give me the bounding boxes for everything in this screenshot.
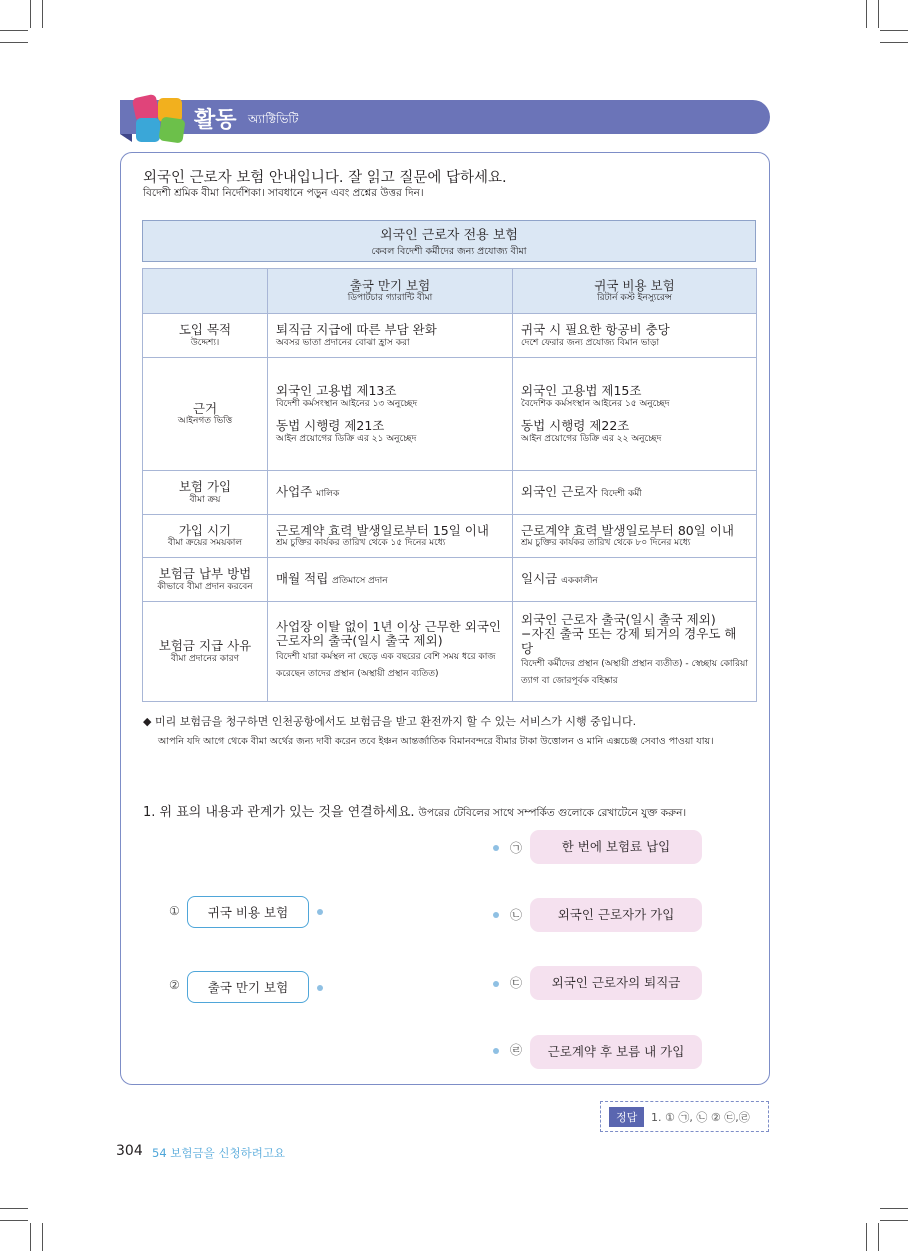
match-dot-right-4[interactable] xyxy=(493,1048,499,1054)
header-col2-korean: 귀국 비용 보험 xyxy=(594,277,675,293)
row-label xyxy=(143,515,268,558)
match-right-item-3[interactable]: 외국인 근로자의 퇴직금 xyxy=(530,966,702,1000)
banner-notch xyxy=(120,134,132,142)
table-cell xyxy=(268,314,513,358)
cell-korean: 귀국 시 필요한 항공비 충당 xyxy=(521,322,670,338)
header-cell xyxy=(268,269,513,314)
table-title-bengali: কেবল বিদেশী কর্মীদের জন্য প্রযোজ্য বীমা xyxy=(371,246,527,257)
row-label xyxy=(143,358,268,471)
row-label-korean: 도입 목적 xyxy=(178,322,232,338)
crop-mark xyxy=(880,42,908,43)
crop-mark xyxy=(878,0,879,28)
match-right-item-4[interactable]: 근로계약 후 보름 내 가입 xyxy=(530,1035,702,1069)
cell-korean: 사업주 xyxy=(276,484,313,500)
cell-korean: 동법 시행령 제21조 xyxy=(276,418,385,433)
table-cell xyxy=(513,558,757,602)
cell-korean: 근로계약 효력 발생일로부터 80일 이내 xyxy=(521,522,734,538)
table-cell xyxy=(268,471,513,515)
left-mark-2: ② xyxy=(169,978,180,992)
match-dot-left-1[interactable] xyxy=(317,909,323,915)
crop-mark xyxy=(878,1223,879,1251)
row-label xyxy=(143,602,268,702)
row-label xyxy=(143,471,268,515)
table-row xyxy=(143,471,757,515)
match-dot-left-2[interactable] xyxy=(317,985,323,991)
cell-bengali: আইন প্রয়োগের ডিক্রি এর ২২ অনুচ্ছেদ xyxy=(521,433,662,444)
cell-bengali: শ্রম চুক্তির কার্যকর তারিখ থেকে ৮০ দিনের মধ্যে xyxy=(521,538,691,549)
activity-title: 활동 xyxy=(194,108,237,133)
match-dot-right-2[interactable] xyxy=(493,912,499,918)
row-label xyxy=(143,314,268,358)
crop-mark xyxy=(0,1220,28,1221)
table-cell xyxy=(513,471,757,515)
header-empty-cell xyxy=(143,269,268,314)
cell-korean: 일시금 xyxy=(521,571,558,587)
intro-bengali: বিদেশী শ্রমিক বীমা নির্দেশিকা। সাবধানে পড়ুন এবং প্রশ্নের উত্তর দিন। xyxy=(143,187,424,199)
row-label-korean: 보험금 지급 사유 xyxy=(158,638,252,654)
crop-mark xyxy=(0,42,28,43)
row-label-korean: 가입 시기 xyxy=(178,522,232,538)
cell-bengali: প্রতিমাসে প্রদান xyxy=(332,576,388,587)
cell-korean: 사업장 이탈 없이 1년 이상 근무한 외국인 근로자의 출국(일시 출국 제외) xyxy=(276,619,501,649)
table-header-row xyxy=(143,269,757,314)
row-label-bengali: বীমা প্রদানের কারণ xyxy=(170,653,240,664)
header-col2-bengali: রিটার্ন কস্ট ইনস্যুরেন্স xyxy=(597,293,672,304)
cell-bengali: বিদেশী যারা কর্মস্থল না ছেড়ে এক বছরের বেশি সময় ধরে কাজ করেছেন তাদের প্রস্থান (অস্থায়ী প্রস্থান ব্যতিত) xyxy=(276,651,496,679)
crop-mark xyxy=(0,30,28,31)
puzzle-icon xyxy=(132,94,186,142)
cell-bengali: আইন প্রয়োগের ডিক্রি এর ২১ অনুচ্ছেদ xyxy=(276,433,417,444)
match-dot-right-1[interactable] xyxy=(493,845,499,851)
table-cell xyxy=(513,602,757,702)
table-title xyxy=(142,220,756,262)
table-cell xyxy=(513,314,757,358)
header-cell xyxy=(513,269,757,314)
right-mark-1: ㉠ xyxy=(510,841,523,855)
insurance-table xyxy=(142,268,757,702)
crop-mark xyxy=(880,1208,908,1209)
cell-korean: 근로계약 효력 발생일로부터 15일 이내 xyxy=(276,522,489,538)
cell-korean: 외국인 고용법 제15조 xyxy=(521,383,642,399)
match-left-item-2[interactable]: 출국 만기 보험 xyxy=(187,971,309,1003)
crop-mark xyxy=(866,1223,867,1251)
crop-mark xyxy=(42,0,43,28)
table-row xyxy=(143,602,757,702)
table-cell xyxy=(268,602,513,702)
match-right-item-2[interactable]: 외국인 근로자가 가입 xyxy=(530,898,702,932)
question-1 xyxy=(143,801,686,823)
right-mark-2: ㉡ xyxy=(510,908,523,922)
note-bengali: আপনি যদি আগে থেকে বীমা অর্থের জন্য দাবী করেন তবে ইঞ্চন আন্তর্জাতিক বিমানবন্দরে বীমার টাকা উত্তোলন ও মানি এক্সচেঞ্জ সেবাও পাওয়া যায়। xyxy=(158,736,714,747)
cell-korean: 매월 적립 xyxy=(276,571,329,587)
cell-korean: 외국인 근로자 xyxy=(521,484,598,500)
table-cell xyxy=(513,515,757,558)
table-title-korean: 외국인 근로자 전용 보험 xyxy=(380,228,518,243)
answer-tag: 정답 xyxy=(609,1107,644,1127)
table-row xyxy=(143,558,757,602)
chapter-title: 54 보험금을 신청하려고요 xyxy=(152,1146,286,1160)
cell-korean: −자진 출국 또는 강제 퇴거의 경우도 해당 xyxy=(521,626,737,656)
crop-mark xyxy=(866,0,867,28)
row-label-bengali: আইনগত ভিত্তি xyxy=(177,416,233,427)
table-row xyxy=(143,358,757,471)
cell-bengali: অবসর ভাতা প্রদানের বোঝা হ্রাস করা xyxy=(276,337,410,348)
crop-mark xyxy=(30,1223,31,1251)
cell-bengali: এককালীন xyxy=(561,576,598,587)
table-row xyxy=(143,314,757,358)
intro-korean: 외국인 근로자 보험 안내입니다. 잘 읽고 질문에 답하세요. xyxy=(143,170,507,186)
question-korean: 1. 위 표의 내용과 관계가 있는 것을 연결하세요. xyxy=(143,805,415,820)
row-label-korean: 보험금 납부 방법 xyxy=(158,566,252,582)
cell-korean: 동법 시행령 제22조 xyxy=(521,418,630,433)
header-col1-korean: 출국 만기 보험 xyxy=(349,277,431,293)
cell-bengali: বৈদেশিক কর্মসংস্থান আইনের ১৫ অনুচ্ছেদ xyxy=(521,398,670,409)
activity-subtitle: অ্যাক্টিভিটি xyxy=(248,112,299,126)
cell-bengali: শ্রম চুক্তির কার্যকর তারিখ থেকে ১৫ দিনের মধ্যে xyxy=(276,538,446,549)
table-cell xyxy=(513,358,757,471)
row-label xyxy=(143,558,268,602)
crop-mark xyxy=(880,1220,908,1221)
right-mark-4: ㉣ xyxy=(510,1043,523,1057)
cell-bengali: দেশে ফেরার জন্য প্রযোজ্য বিমান ভাড়া xyxy=(521,337,660,348)
table-cell xyxy=(268,515,513,558)
cell-korean: 외국인 근로자 출국(일시 출국 제외) xyxy=(521,611,716,627)
row-label-bengali: বীমা ক্রয়ের সময়কাল xyxy=(167,538,243,549)
crop-mark xyxy=(30,0,31,28)
crop-mark xyxy=(0,1208,28,1209)
match-dot-right-3[interactable] xyxy=(493,981,499,987)
row-label-bengali: বীমা ক্রয় xyxy=(189,494,221,505)
table-cell xyxy=(268,358,513,471)
left-mark-1: ① xyxy=(169,904,180,918)
note-korean: ◆ 미리 보험금을 청구하면 인천공항에서도 보험금을 받고 환전까지 할 수 있는 서비스가 시행 중입니다. xyxy=(143,715,637,728)
answer-text: 1. ① ㉠, ㉡ ② ㉢,㉣ xyxy=(651,1111,750,1124)
cell-korean: 퇴직금 지급에 따른 부담 완화 xyxy=(276,322,437,338)
table-row xyxy=(143,515,757,558)
answer-box xyxy=(600,1101,769,1132)
cell-bengali: বিদেশী কর্মীদের প্রস্থান (অস্থায়ী প্রস্থান ব্যতীত) - স্বেচ্ছায় কোরিয়া ত্যাগ বা জোরপূর্বক বহিষ্কার xyxy=(521,658,748,687)
cell-bengali: বিদেশী কর্মী xyxy=(601,489,642,500)
crop-mark xyxy=(880,30,908,31)
row-label-korean: 근거 xyxy=(192,400,218,416)
match-left-item-1[interactable]: 귀국 비용 보험 xyxy=(187,896,309,928)
question-bengali: উপরের টেবিলের সাথে সম্পর্কিত গুলোকে রেখাটেনে যুক্ত করুন। xyxy=(418,807,687,819)
header-col1-bengali: ডিপার্টচার গ্যারান্টি বীমা xyxy=(347,293,433,304)
row-label-bengali: কীভাবে বীমা প্রদান করবেন xyxy=(157,581,253,592)
table-cell xyxy=(268,558,513,602)
crop-mark xyxy=(42,1223,43,1251)
cell-bengali: বিদেশী কর্মসংস্থান আইনের ১৩ অনুচ্ছেদ xyxy=(276,398,418,409)
cell-bengali: মালিক xyxy=(316,489,340,500)
page-number: 304 xyxy=(116,1143,143,1159)
row-label-bengali: উদ্দেশ্য। xyxy=(190,337,220,348)
cell-korean: 외국인 고용법 제13조 xyxy=(276,383,397,399)
row-label-korean: 보험 가입 xyxy=(178,479,232,495)
match-right-item-1[interactable]: 한 번에 보험료 납입 xyxy=(530,830,702,864)
right-mark-3: ㉢ xyxy=(510,976,523,990)
